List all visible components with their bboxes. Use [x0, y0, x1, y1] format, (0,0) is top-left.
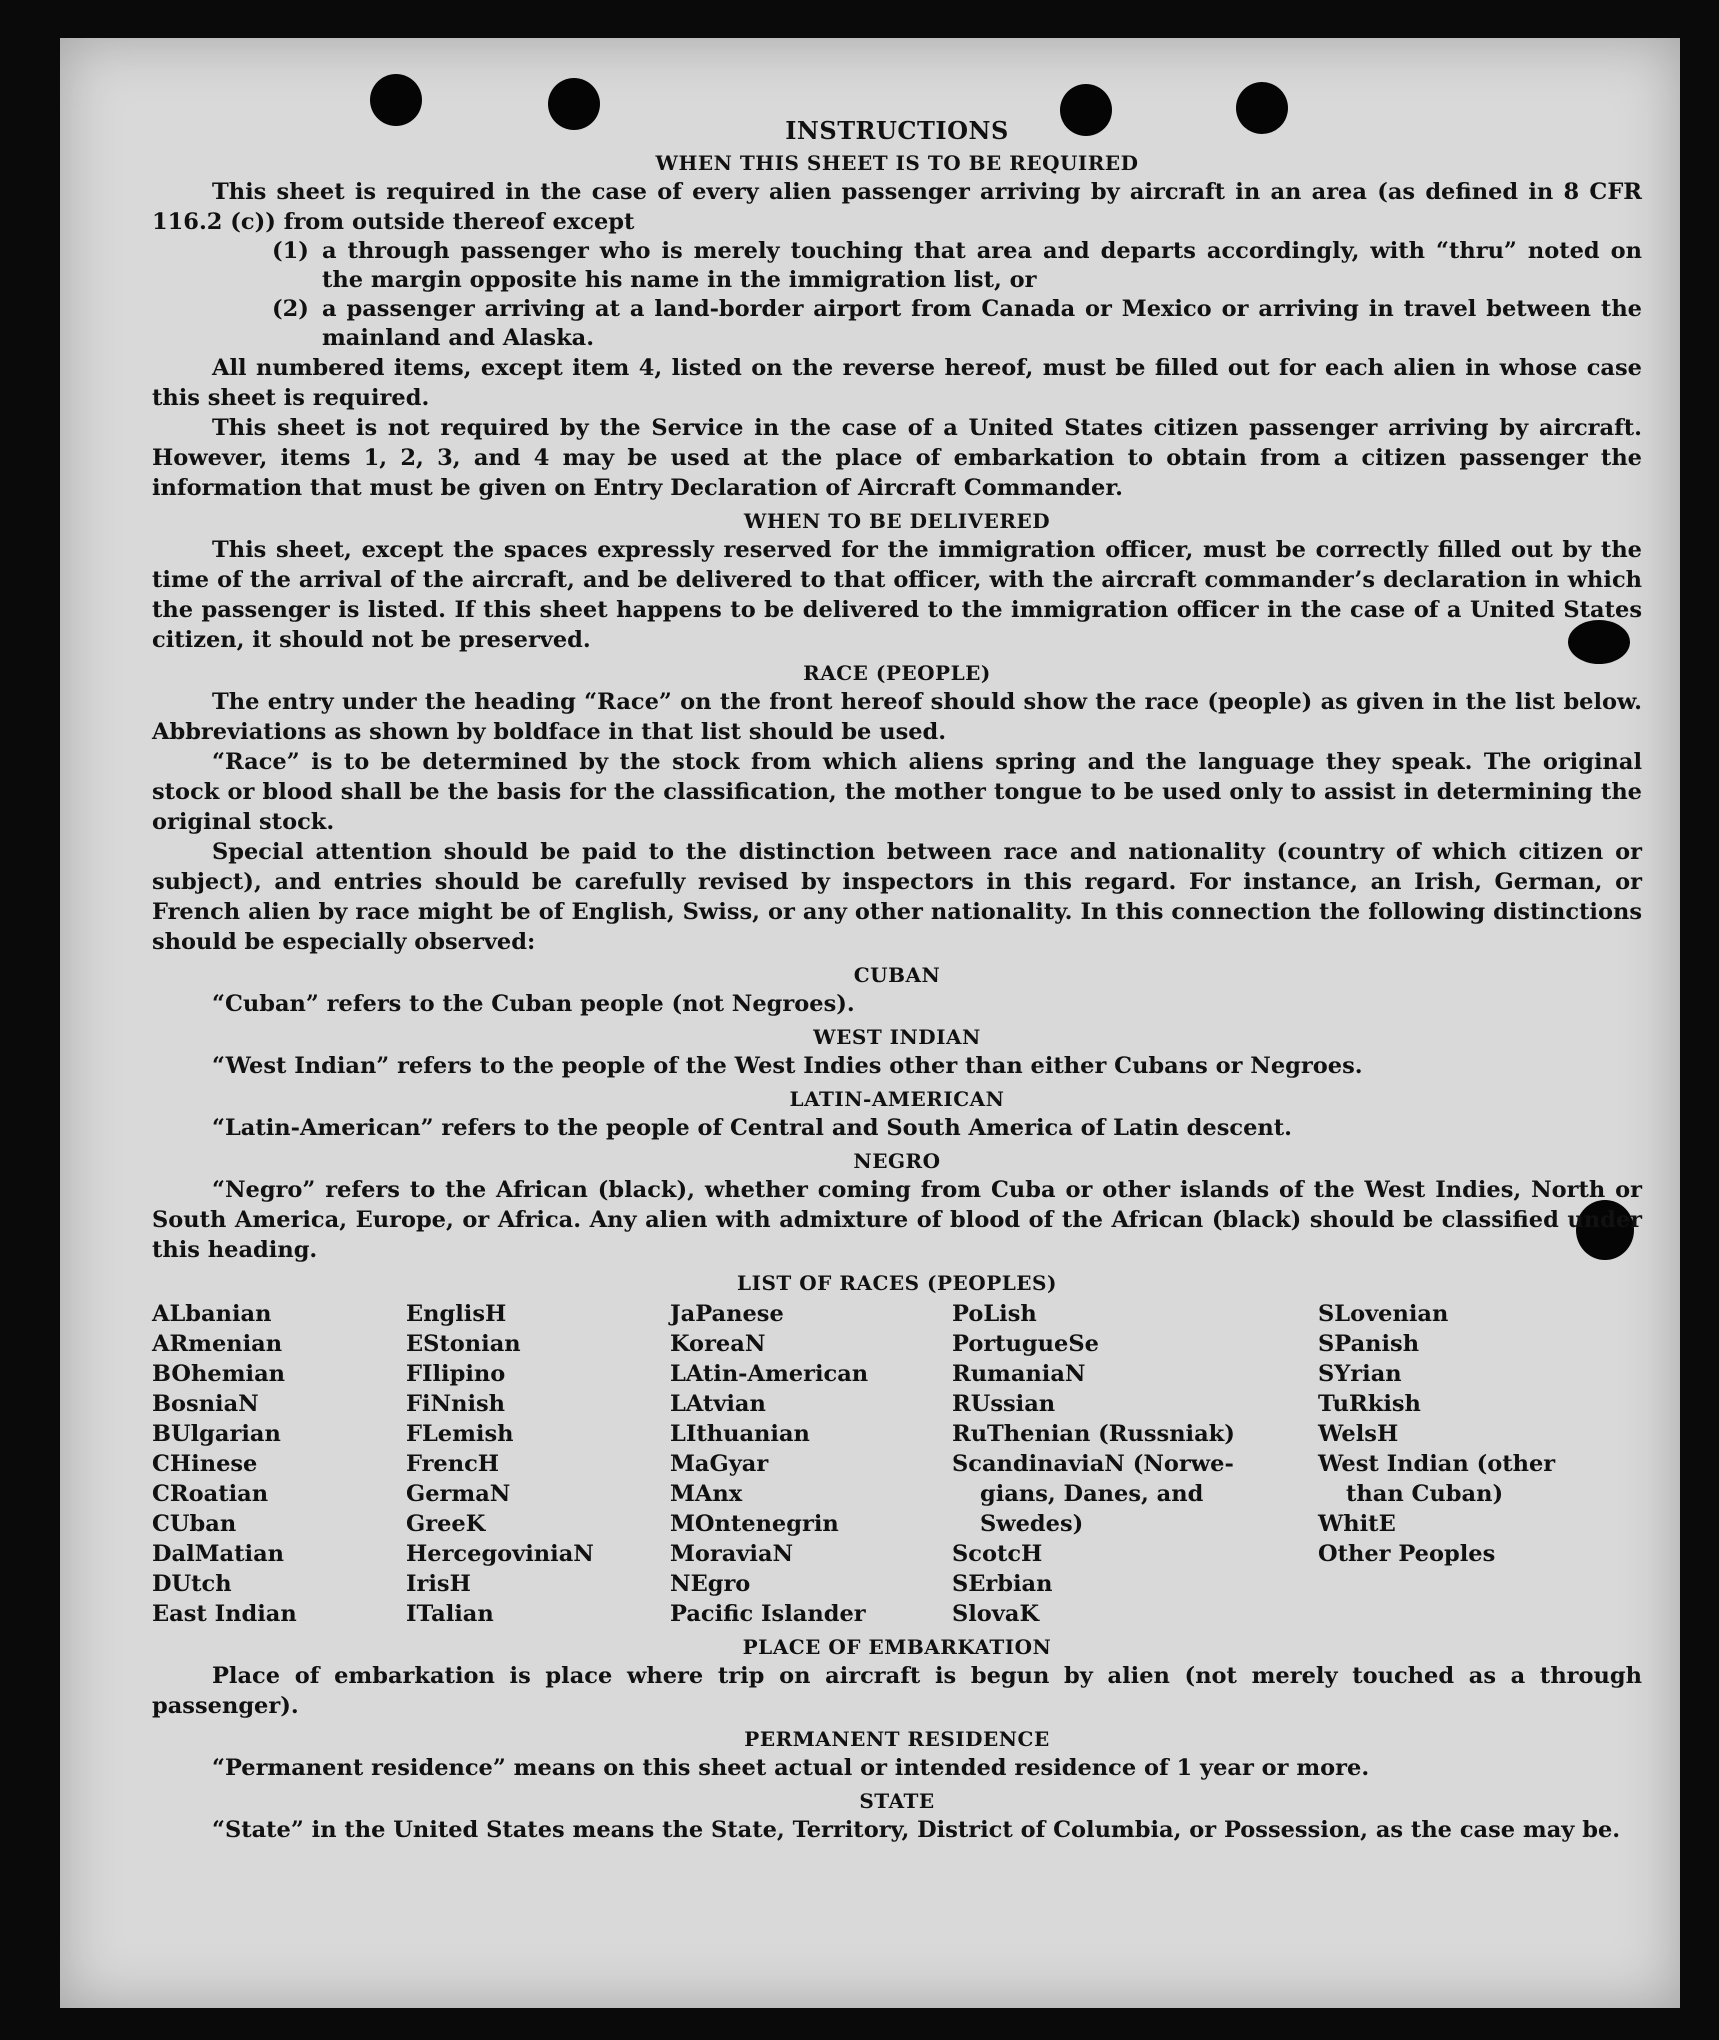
paragraph: “Latin-American” refers to the people of Central and South America of Latin descent. [212, 1115, 1292, 1141]
race-entry: DUtch [152, 1571, 232, 1597]
race-entry [1318, 1569, 1578, 1599]
race-entry: EnglisH [406, 1301, 507, 1327]
paragraph: This sheet, except the spaces expressly reserved for the immigration officer, must be correctly filled out by the time of the arrival of the aircraft, and be delivered to that officer, with the aircraft commander’s declaration in which the passenger is listed. If this sheet happens to be delivered to the immigration officer in the case of a United States citizen, it should not be preserved. [152, 537, 1642, 653]
race-entry: RUssian [952, 1391, 1056, 1417]
race-entry: Other Peoples [1318, 1541, 1496, 1567]
race-entry: SPanish [1318, 1331, 1420, 1357]
race-entry: FiNnish [406, 1391, 506, 1417]
race-entry: MAnx [670, 1481, 743, 1507]
paragraph: “Race” is to be determined by the stock from which aliens spring and the language they speak. The original stock or blood shall be the basis for the classification, the mother tongue to be used only to assist in determining the original stock. [152, 749, 1642, 835]
race-entry: LAtin-American [670, 1361, 869, 1387]
race-entry: SErbian [952, 1571, 1053, 1597]
item-text: a passenger arriving at a land-border airport from Canada or Mexico or arriving in travel between the mainland and Alaska. [322, 296, 1642, 351]
race-entry: RuThenian (Russniak) [952, 1421, 1235, 1447]
race-entry: NEgro [670, 1571, 751, 1597]
section-heading: PLACE OF EMBARKATION [742, 1635, 1052, 1659]
section-heading: RACE (PEOPLE) [803, 661, 991, 685]
section-heading: CUBAN [853, 963, 941, 987]
instructions-content [152, 116, 1642, 1845]
race-entry: Swedes) [980, 1511, 1084, 1537]
race-entry: Pacific Islander [670, 1601, 866, 1627]
race-entry: GreeK [406, 1511, 486, 1537]
section-heading: STATE [859, 1789, 935, 1813]
race-entry: BUlgarian [152, 1421, 281, 1447]
list-item [272, 237, 1642, 295]
race-entry: West Indian (other [1318, 1451, 1556, 1477]
paragraph: “State” in the United States means the State, Territory, District of Columbia, or Possession, as the case may be. [212, 1817, 1621, 1843]
race-entry: LIthuanian [670, 1421, 810, 1447]
section-heading: WHEN TO BE DELIVERED [743, 509, 1051, 533]
paragraph: This sheet is not required by the Service in the case of a United States citizen passenger arriving by aircraft. However, items 1, 2, 3, and 4 may be used at the place of embarkation to obtain from a citizen passenger the information that must be given on Entry Declaration of Aircraft Commander. [152, 415, 1642, 501]
section-heading: PERMANENT RESIDENCE [744, 1727, 1050, 1751]
race-entry: WhitE [1318, 1511, 1396, 1537]
race-entry: BOhemian [152, 1361, 286, 1387]
race-entry: SLovenian [1318, 1301, 1449, 1327]
race-entry: MOntenegrin [670, 1511, 839, 1537]
paragraph: This sheet is required in the case of every alien passenger arriving by aircraft in an area (as defined in 8 CFR 116.2 (c)) from outside thereof except [152, 179, 1642, 235]
race-entry: CHinese [152, 1451, 258, 1477]
races-list [152, 1299, 1642, 1629]
paragraph: “West Indian” refers to the people of the West Indies other than either Cubans or Negroes. [212, 1053, 1363, 1079]
race-entry: ALbanian [152, 1301, 272, 1327]
item-text: a through passenger who is merely touching that area and departs accordingly, with “thru” noted on the margin opposite his name in the immigration list, or [322, 238, 1642, 293]
race-entry: CRoatian [152, 1481, 269, 1507]
race-entry: PoLish [952, 1301, 1037, 1327]
paragraph: Special attention should be paid to the distinction between race and nationality (country of which citizen or subject), and entries should be carefully revised by inspectors in this regard. For instance, an Irish, German, or French alien by race might be of English, Swiss, or any other nationality. In this connection the following distinctions should be especially observed: [152, 839, 1642, 955]
race-entry: GermaN [406, 1481, 511, 1507]
race-entry: RumaniaN [952, 1361, 1086, 1387]
race-entry: LAtvian [670, 1391, 766, 1417]
race-entry: ARmenian [152, 1331, 283, 1357]
race-entry: ScotcH [952, 1541, 1043, 1567]
race-entry: BosniaN [152, 1391, 259, 1417]
race-entry: FIlipino [406, 1361, 506, 1387]
race-entry: FrencH [406, 1451, 500, 1477]
race-entry: East Indian [152, 1601, 297, 1627]
paragraph: Place of embarkation is place where trip on aircraft is begun by alien (not merely touched as a through passenger). [152, 1663, 1642, 1719]
race-entry: SlovaK [952, 1601, 1040, 1627]
section-heading: WEST INDIAN [813, 1025, 981, 1049]
race-entry: TuRkish [1318, 1391, 1421, 1417]
race-entry: MaGyar [670, 1451, 769, 1477]
paragraph: The entry under the heading “Race” on the front hereof should show the race (people) as given in the list below. Abbreviations as shown by boldface in that list should be used. [152, 689, 1642, 745]
item-number: (2) [272, 296, 309, 322]
race-entry: WelsH [1318, 1421, 1399, 1447]
race-entry: EStonian [406, 1331, 521, 1357]
race-entry: MoraviaN [670, 1541, 794, 1567]
section-heading: LIST OF RACES (PEOPLES) [737, 1271, 1057, 1295]
section-heading: LATIN-AMERICAN [789, 1087, 1005, 1111]
race-entry: DalMatian [152, 1541, 285, 1567]
page-title: INSTRUCTIONS [785, 116, 1009, 145]
race-entry: IrisH [406, 1571, 471, 1597]
race-entry: than Cuban) [1346, 1481, 1504, 1507]
race-entry: KoreaN [670, 1331, 766, 1357]
race-entry: JaPanese [670, 1301, 784, 1327]
section-heading: NEGRO [853, 1149, 941, 1173]
paragraph: “Cuban” refers to the Cuban people (not Negroes). [212, 991, 855, 1017]
race-entry: gians, Danes, and [980, 1481, 1204, 1507]
race-entry: ITalian [406, 1601, 494, 1627]
paragraph: “Negro” refers to the African (black), whether coming from Cuba or other islands of the West Indies, North or South America, Europe, or Africa. Any alien with admixture of blood of the African (black) should be classified under this heading. [152, 1177, 1642, 1263]
race-entry: ScandinaviaN (Norwe- [952, 1451, 1234, 1477]
race-entry [1318, 1599, 1578, 1629]
list-item [272, 295, 1642, 353]
race-entry: FLemish [406, 1421, 514, 1447]
race-entry: HercegoviniaN [406, 1541, 594, 1567]
item-number: (1) [272, 238, 309, 264]
paragraph: “Permanent residence” means on this sheet actual or intended residence of 1 year or more. [212, 1755, 1370, 1781]
race-entry: SYrian [1318, 1361, 1402, 1387]
section-heading: WHEN THIS SHEET IS TO BE REQUIRED [655, 151, 1139, 175]
race-entry: CUban [152, 1511, 237, 1537]
paragraph: All numbered items, except item 4, listed on the reverse hereof, must be filled out for each alien in whose case this sheet is required. [152, 355, 1642, 411]
race-entry: PortugueSe [952, 1331, 1099, 1357]
document-sheet [60, 38, 1680, 2008]
